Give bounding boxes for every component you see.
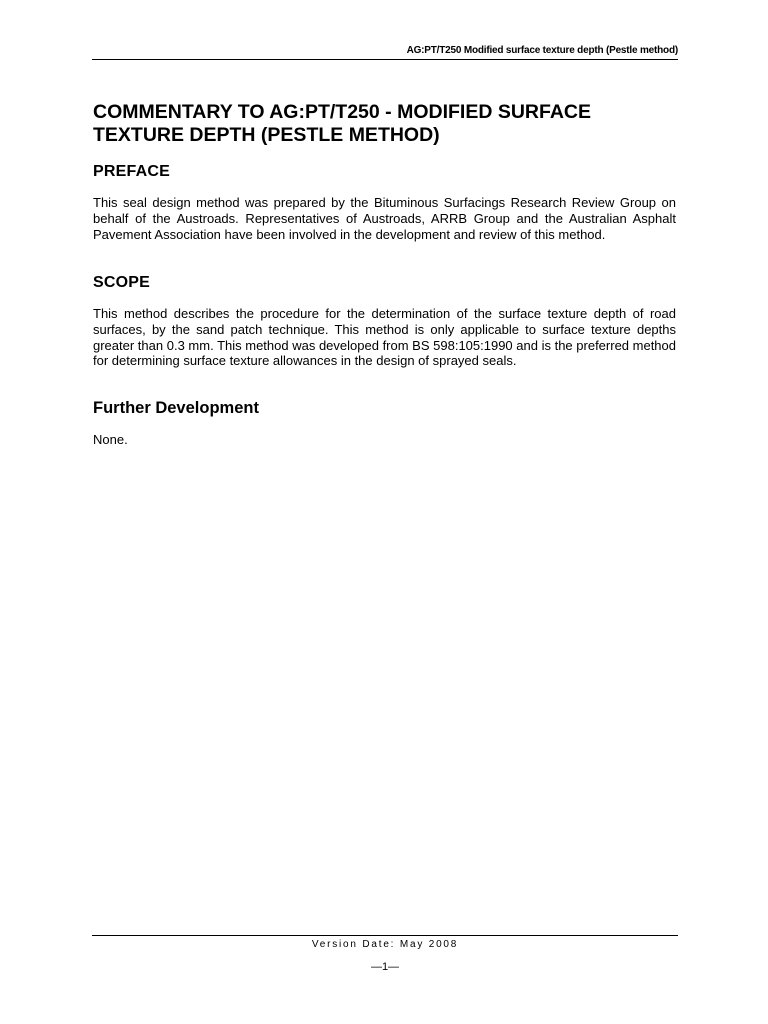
running-header: AG:PT/T250 Modified surface texture depth (Pestle method) [406, 45, 678, 56]
footer-divider [92, 935, 678, 936]
scope-heading: SCOPE [93, 274, 151, 291]
further-development-paragraph: None. [93, 432, 128, 447]
scope-paragraph: This method describes the procedure for the determination of the surface texture depth of road surfaces, by the sand patch technique. This method is only applicable to surface texture depths greater than 0.3 mm. This method was developed from BS 598:105:1990 and is the preferred method for determining surface texture allowances in the design of sprayed seals. [93, 306, 676, 369]
page-number: —1— [370, 961, 400, 973]
document-title: COMMENTARY TO AG:PT/T250 - MODIFIED SURFACE TEXTURE DEPTH (PESTLE METHOD) [93, 101, 592, 146]
preface-heading: PREFACE [93, 163, 170, 180]
preface-paragraph: This seal design method was prepared by the Bituminous Surfacings Research Review Group on behalf of the Austroads. Representatives of Austroads, ARRB Group and the Australian Asphalt Pavement Association have been involved in the development and review of this method. [93, 195, 676, 242]
header-divider [92, 59, 678, 60]
further-development-heading: Further Development [93, 399, 259, 417]
version-date: Version Date: May 2008 [311, 939, 459, 950]
